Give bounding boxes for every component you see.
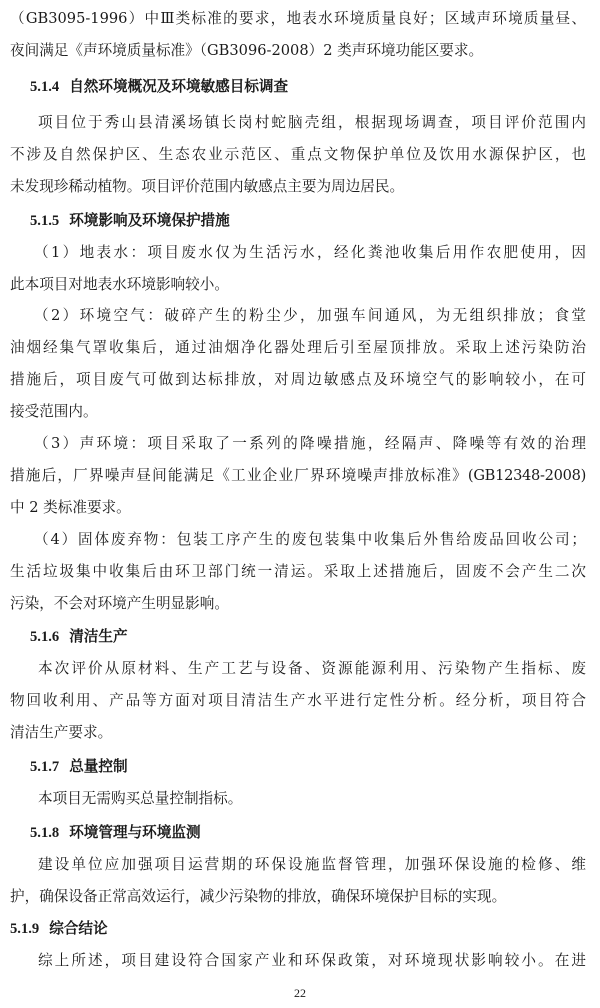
section-title: 环境管理与环境监测	[69, 824, 201, 841]
section-title: 自然环境概况及环境敏感目标调查	[69, 78, 289, 95]
text-line: 清洁生产要求。	[10, 724, 113, 741]
section-title: 清洁生产	[69, 628, 128, 645]
text-line: 护，确保设备正常高效运行，减少污染物的排放，确保环境保护目标的实现。	[10, 888, 507, 905]
text-line: 本项目无需购买总量控制指标。	[38, 790, 243, 807]
section-number: 5.1.8	[30, 825, 60, 841]
section-title: 综合结论	[49, 920, 108, 937]
text-line: 综上所述，项目建设符合国家产业和环保政策，对环境现状影响较小。在进	[38, 952, 586, 969]
section-number: 5.1.7	[30, 759, 60, 775]
section-heading-5-1-8	[30, 824, 201, 842]
text-line: 中 2 类标准要求。	[10, 499, 131, 516]
text-line: 措施后，厂界噪声昼间能满足《工业企业厂界环境噪声排放标准》(GB12348-2008)	[10, 467, 586, 484]
text-line: 污染，不会对环境产生明显影响。	[10, 595, 229, 612]
text-line: 物回收利用、产品等方面对项目清洁生产水平进行定性分析。经分析，项目符合	[10, 692, 586, 709]
page-number: 22	[294, 986, 306, 1000]
text-line: 措施后，项目废气可做到达标排放，对周边敏感点及环境空气的影响较小，在可	[10, 371, 586, 388]
section-heading-5-1-4	[30, 78, 288, 96]
section-number: 5.1.5	[30, 213, 60, 229]
section-heading-5-1-7	[30, 758, 128, 776]
text-line: （1）地表水：项目废水仅为生活污水，经化粪池收集后用作农肥使用，因	[34, 244, 586, 261]
text-line: 接受范围内。	[10, 403, 98, 420]
text-line: 本次评价从原材料、生产工艺与设备、资源能源利用、污染物产生指标、废	[38, 660, 586, 677]
section-number: 5.1.4	[30, 79, 60, 95]
text-line: 未发现珍稀动植物。项目评价范围内敏感点主要为周边居民。	[10, 178, 405, 195]
text-line: 项目位于秀山县清溪场镇长岗村蛇脑壳组，根据现场调查，项目评价范围内	[38, 114, 586, 131]
text-line: 此本项目对地表水环境影响较小。	[10, 276, 229, 293]
section-heading-5-1-5	[30, 212, 230, 230]
text-line: （GB3095-1996）中Ⅲ类标准的要求，地表水环境质量良好；区域声环境质量昼、	[10, 10, 586, 27]
section-number: 5.1.9	[10, 921, 40, 937]
text-line: （3）声环境：项目采取了一系列的降噪措施，经隔声、降噪等有效的治理	[34, 435, 586, 452]
text-line: 不涉及自然保护区、生态农业示范区、重点文物保护单位及饮用水源保护区，也	[10, 146, 586, 163]
text-line: （4）固体废弃物：包装工序产生的废包装集中收集后外售给废品回收公司；	[34, 531, 586, 548]
text-line: （2）环境空气：破碎产生的粉尘少，加强车间通风，为无组织排放；食堂	[34, 307, 586, 324]
section-title: 环境影响及环境保护措施	[69, 212, 230, 229]
text-line: 油烟经集气罩收集后，通过油烟净化器处理后引至屋顶排放。采取上述污染防治	[10, 339, 586, 356]
text-line: 建设单位应加强项目运营期的环保设施监督管理，加强环保设施的检修、维	[38, 856, 586, 873]
section-number: 5.1.6	[30, 629, 60, 645]
section-title: 总量控制	[69, 758, 128, 775]
section-heading-5-1-6	[30, 628, 128, 646]
section-heading-5-1-9	[10, 920, 108, 938]
text-line: 夜间满足《声环境质量标准》（GB3096-2008）2 类声环境功能区要求。	[10, 42, 484, 59]
text-line: 生活垃圾集中收集后由环卫部门统一清运。采取上述措施后，固废不会产生二次	[10, 563, 586, 580]
